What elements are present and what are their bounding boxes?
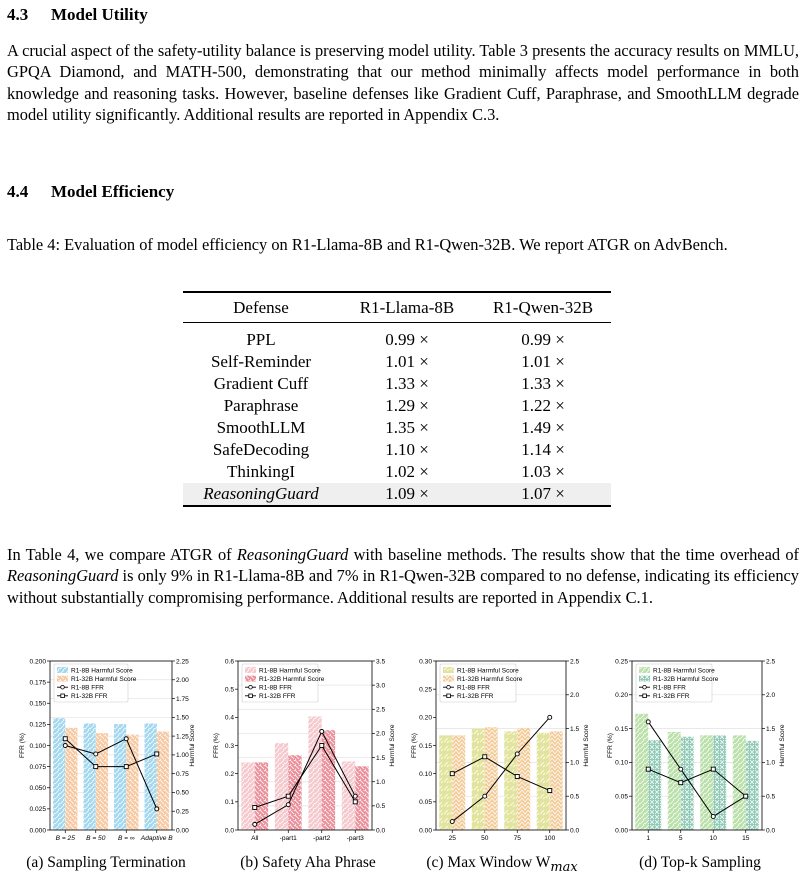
- bar: [504, 731, 517, 830]
- y-tick-label: 0.20: [615, 692, 628, 700]
- legend-label: R1-8B Harmful Score: [71, 667, 133, 675]
- legend-swatch: [245, 667, 256, 673]
- section-heading-4-3: [7, 5, 148, 25]
- subcaption-text: (c) Max Window W: [426, 854, 551, 871]
- y2-tick-label: 0.75: [176, 770, 189, 778]
- chart-c: [411, 658, 590, 842]
- y-tick-label: 0.3: [224, 742, 234, 750]
- series-line: [452, 757, 550, 791]
- point: [515, 752, 519, 756]
- cell-defense: Self-Reminder: [210, 352, 312, 371]
- series-line: [452, 717, 550, 821]
- point: [353, 800, 357, 804]
- y2-tick-label: 2.0: [570, 692, 580, 700]
- series-line: [255, 731, 356, 824]
- cell-defense: SmoothLLM: [216, 418, 306, 437]
- x-tick-label: -part3: [346, 835, 364, 842]
- cell-r1-qwen: 1.49 ×: [521, 418, 565, 437]
- chart-b: [213, 658, 396, 842]
- y-tick-label: 0.05: [419, 799, 432, 807]
- cell-defense: PPL: [246, 330, 276, 349]
- point: [286, 803, 290, 807]
- y2-tick-label: 0.5: [766, 793, 776, 801]
- y-tick-label: 0.15: [419, 742, 432, 750]
- legend-label: R1-32B FFR: [653, 693, 690, 701]
- subcaption-d: (d) Top-k Sampling: [639, 854, 761, 871]
- x-tick-label: B = 25: [55, 835, 75, 842]
- efficiency-table: [183, 291, 611, 507]
- x-tick-label: 5: [678, 835, 683, 842]
- table-row: [183, 439, 611, 461]
- point: [679, 767, 683, 771]
- cell-r1-qwen: 1.33 ×: [521, 374, 565, 393]
- y-tick-label: 0.00: [419, 827, 432, 835]
- y-tick-label: 0.125: [29, 721, 46, 729]
- point: [353, 794, 357, 798]
- y-tick-label: 0.175: [29, 679, 46, 687]
- cell-r1-llama: 1.02 ×: [385, 462, 429, 481]
- point: [155, 807, 159, 811]
- x-tick-label: 25: [448, 835, 456, 842]
- header-r1-qwen: R1-Qwen-32B: [492, 298, 594, 317]
- bar: [355, 766, 368, 830]
- bar: [648, 740, 661, 830]
- y-tick-label: 0.10: [615, 759, 628, 767]
- y2-tick-label: 0.25: [176, 808, 189, 816]
- point: [94, 765, 98, 769]
- y-tick-label: 0.05: [615, 793, 628, 801]
- table-row: [183, 483, 611, 506]
- subcaption-b: (b) Safety Aha Phrase: [240, 854, 376, 871]
- bar: [550, 731, 563, 830]
- section-number: 4.4: [7, 182, 29, 201]
- subcaption-a: (a) Sampling Termination: [26, 854, 186, 871]
- point: [483, 755, 487, 759]
- point: [63, 737, 67, 741]
- x-tick-label: 15: [742, 835, 750, 842]
- cell-r1-llama: 1.09 ×: [385, 484, 429, 503]
- y2-tick-label: 0.0: [570, 827, 580, 835]
- y-tick-label: 0.075: [29, 763, 46, 771]
- point: [646, 720, 650, 724]
- y2-tick-label: 0.50: [176, 789, 189, 797]
- y-axis-label: FFR (%): [607, 733, 614, 758]
- cell-r1-llama: 1.35 ×: [385, 418, 429, 437]
- paragraph-text: with baseline methods. The results show that the time overhead of: [348, 545, 799, 564]
- figure-panels: [0, 650, 806, 850]
- x-tick-label: Adaptive B: [140, 835, 173, 842]
- bar: [53, 718, 65, 830]
- x-tick-label: 50: [481, 835, 489, 842]
- y2-tick-label: 2.0: [766, 692, 776, 700]
- y-axis-label: FFR (%): [213, 733, 220, 758]
- point: [124, 765, 128, 769]
- bar: [537, 733, 550, 830]
- table-header-row: [183, 292, 611, 323]
- chart-d: [607, 658, 786, 842]
- y2-tick-label: 2.00: [176, 677, 189, 685]
- y-tick-label: 0.050: [29, 785, 46, 793]
- point: [286, 794, 290, 798]
- cell-r1-llama: 1.29 ×: [385, 396, 429, 415]
- y-tick-label: 0.10: [419, 770, 432, 778]
- legend-label: R1-32B Harmful Score: [71, 675, 137, 683]
- y2-axis-label: Harmful Score: [189, 724, 196, 767]
- series-line: [255, 746, 356, 808]
- bar: [452, 735, 465, 830]
- x-tick-label: 75: [513, 835, 521, 842]
- bar: [733, 735, 746, 830]
- y2-tick-label: 0.5: [376, 803, 386, 811]
- cell-defense: Paraphrase: [223, 396, 299, 415]
- cell-r1-qwen: 1.03 ×: [521, 462, 565, 481]
- table-row: [183, 351, 611, 373]
- legend-label: R1-32B Harmful Score: [457, 675, 523, 683]
- y2-tick-label: 2.5: [376, 706, 386, 714]
- y-tick-label: 0.025: [29, 806, 46, 814]
- y2-axis-label: Harmful Score: [583, 724, 590, 767]
- point: [744, 794, 748, 798]
- bar: [241, 762, 254, 830]
- y2-tick-label: 3.5: [376, 658, 386, 666]
- bar: [96, 733, 108, 830]
- y-tick-label: 0.150: [29, 700, 46, 708]
- x-tick-label: 10: [709, 835, 717, 842]
- y-tick-label: 0.25: [615, 658, 628, 666]
- y-tick-label: 0.2: [224, 770, 234, 778]
- table-caption: Table 4: Evaluation of model efficiency on R1-Llama-8B and R1-Qwen-32B. We report ATGR on AdvBench.: [7, 235, 728, 254]
- cell-r1-qwen: 0.99 ×: [521, 330, 565, 349]
- x-tick-label: B = 50: [86, 835, 106, 842]
- legend-marker: [61, 694, 65, 698]
- paragraph-efficiency: [7, 544, 799, 608]
- y-tick-label: 0.30: [419, 658, 432, 666]
- y-tick-label: 0.20: [419, 714, 432, 722]
- legend-label: R1-8B FFR: [457, 684, 490, 692]
- table-row: [183, 323, 611, 352]
- point: [515, 774, 519, 778]
- legend-label: R1-8B Harmful Score: [653, 667, 715, 675]
- y2-tick-label: 0.0: [376, 827, 386, 835]
- bar: [472, 729, 485, 830]
- legend-swatch: [245, 676, 256, 682]
- y2-tick-label: 0.00: [176, 827, 189, 835]
- y2-tick-label: 3.0: [376, 682, 386, 690]
- cell-defense: Gradient Cuff: [213, 374, 309, 393]
- paragraph-model-utility: A crucial aspect of the safety-utility balance is preserving model utility. Table 3 presents the accuracy results on MMLU, GPQA Diamond, and MATH-500, demonstrating that our method minimally affects model performance in both knowledge and reasoning tasks. However, baseline defenses like Gradient Cuff, Paraphrase, and SmoothLLM degrade model utility significantly. Additional results are reported in Appendix C.3.: [7, 41, 799, 124]
- y2-tick-label: 0.5: [570, 793, 580, 801]
- y2-tick-label: 2.5: [766, 658, 776, 666]
- y-axis-label: FFR (%): [411, 733, 418, 758]
- table-row: [183, 417, 611, 439]
- bar: [84, 723, 96, 830]
- legend-swatch: [57, 667, 68, 673]
- x-tick-label: 1: [646, 835, 651, 842]
- paragraph-text: is only 9% in R1-Llama-8B and 7% in R1-Qwen-32B compared to no defense, indicating its efficiency without substantially compromising performance. Additional results are reported in Appendix C.1.: [7, 566, 799, 607]
- point: [450, 820, 454, 824]
- legend-swatch: [443, 676, 454, 682]
- section-heading-4-4: [7, 182, 174, 202]
- point: [646, 767, 650, 771]
- x-tick-label: B = ∞: [117, 835, 135, 842]
- header-defense: Defense: [233, 298, 289, 317]
- y-tick-label: 0.25: [419, 686, 432, 694]
- y2-tick-label: 1.75: [176, 695, 189, 703]
- y2-tick-label: 2.5: [570, 658, 580, 666]
- cell-defense: ReasoningGuard: [203, 484, 319, 503]
- point: [320, 729, 324, 733]
- legend-label: R1-32B FFR: [259, 693, 296, 701]
- bar: [485, 727, 498, 830]
- subcaption-subscript: max: [550, 860, 578, 876]
- y-tick-label: 0.0: [224, 827, 234, 835]
- y-tick-label: 0.000: [29, 827, 46, 835]
- point: [711, 767, 715, 771]
- point: [450, 772, 454, 776]
- point: [320, 744, 324, 748]
- method-name: ReasoningGuard: [236, 545, 349, 564]
- bar: [157, 732, 169, 830]
- y-tick-label: 0.1: [224, 799, 234, 807]
- y2-tick-label: 1.0: [570, 759, 580, 767]
- legend-marker: [249, 685, 253, 689]
- cell-defense: ThinkingI: [227, 462, 295, 481]
- y2-tick-label: 0.0: [766, 827, 776, 835]
- y-axis-label: FFR (%): [19, 733, 26, 758]
- legend-swatch: [443, 667, 454, 673]
- y2-tick-label: 2.25: [176, 658, 189, 666]
- point: [253, 805, 257, 809]
- point: [253, 822, 257, 826]
- cell-r1-llama: 1.33 ×: [385, 374, 429, 393]
- bar: [746, 741, 759, 830]
- y2-tick-label: 1.5: [570, 725, 580, 733]
- legend-marker: [61, 685, 65, 689]
- legend-marker: [447, 694, 451, 698]
- legend-label: R1-8B Harmful Score: [457, 667, 519, 675]
- table-row: [183, 395, 611, 417]
- point: [679, 781, 683, 785]
- cell-defense: SafeDecoding: [212, 440, 310, 459]
- y-tick-label: 0.5: [224, 686, 234, 694]
- y2-tick-label: 1.00: [176, 752, 189, 760]
- y-tick-label: 0.200: [29, 658, 46, 666]
- legend-label: R1-32B Harmful Score: [653, 675, 719, 683]
- bar: [635, 714, 648, 830]
- legend-marker: [643, 694, 647, 698]
- legend-label: R1-8B Harmful Score: [259, 667, 321, 675]
- paragraph-text: In Table 4, we compare ATGR of: [7, 545, 237, 564]
- bar: [126, 735, 138, 830]
- bar: [145, 723, 157, 830]
- legend-label: R1-8B FFR: [653, 684, 686, 692]
- point: [548, 789, 552, 793]
- cell-r1-llama: 0.99 ×: [385, 330, 429, 349]
- point: [94, 752, 98, 756]
- point: [548, 715, 552, 719]
- section-title: Model Utility: [51, 5, 148, 24]
- legend-marker: [643, 685, 647, 689]
- y-tick-label: 0.6: [224, 658, 234, 666]
- point: [155, 752, 159, 756]
- cell-r1-qwen: 1.14 ×: [521, 440, 565, 459]
- series-line: [648, 722, 746, 817]
- y2-tick-label: 2.0: [376, 730, 386, 738]
- bar: [65, 728, 77, 830]
- point: [483, 794, 487, 798]
- bar: [275, 743, 288, 830]
- table-row: [183, 461, 611, 483]
- legend-swatch: [57, 676, 68, 682]
- bar: [439, 735, 452, 830]
- y2-tick-label: 1.5: [766, 725, 776, 733]
- cell-r1-qwen: 1.22 ×: [521, 396, 565, 415]
- series-line: [65, 739, 157, 767]
- y-tick-label: 0.4: [224, 714, 234, 722]
- y2-tick-label: 1.50: [176, 714, 189, 722]
- y2-axis-label: Harmful Score: [389, 724, 396, 767]
- table-row: [183, 373, 611, 395]
- legend-label: R1-8B FFR: [259, 684, 292, 692]
- section-number: 4.3: [7, 5, 29, 24]
- y2-tick-label: 1.5: [376, 754, 386, 762]
- x-tick-label: 100: [544, 835, 556, 842]
- cell-r1-llama: 1.01 ×: [385, 352, 429, 371]
- legend-label: R1-32B FFR: [71, 693, 108, 701]
- legend-marker: [249, 694, 253, 698]
- x-tick-label: All: [251, 835, 259, 842]
- method-name: ReasoningGuard: [7, 566, 119, 586]
- point: [63, 744, 67, 748]
- y-tick-label: 0.00: [615, 827, 628, 835]
- point: [124, 737, 128, 741]
- cell-r1-qwen: 1.07 ×: [521, 484, 565, 503]
- subcaption-c: [404, 854, 600, 875]
- y2-axis-label: Harmful Score: [779, 724, 786, 767]
- legend-label: R1-32B Harmful Score: [259, 675, 325, 683]
- cell-r1-qwen: 1.01 ×: [521, 352, 565, 371]
- legend-label: R1-32B FFR: [457, 693, 494, 701]
- legend-swatch: [639, 676, 650, 682]
- y2-tick-label: 1.25: [176, 733, 189, 741]
- legend-swatch: [639, 667, 650, 673]
- x-tick-label: -part1: [279, 835, 297, 842]
- header-r1-llama: R1-Llama-8B: [359, 298, 455, 317]
- x-tick-label: -part2: [313, 835, 331, 842]
- section-title: Model Efficiency: [51, 182, 175, 201]
- table-container: [183, 291, 611, 507]
- legend-marker: [447, 685, 451, 689]
- y2-tick-label: 1.0: [376, 779, 386, 787]
- y2-tick-label: 1.0: [766, 759, 776, 767]
- point: [711, 814, 715, 818]
- bar: [308, 717, 321, 830]
- legend-label: R1-8B FFR: [71, 684, 104, 692]
- chart-a: [19, 658, 196, 842]
- cell-r1-llama: 1.10 ×: [385, 440, 429, 459]
- y-tick-label: 0.100: [29, 742, 46, 750]
- y-tick-label: 0.15: [615, 725, 628, 733]
